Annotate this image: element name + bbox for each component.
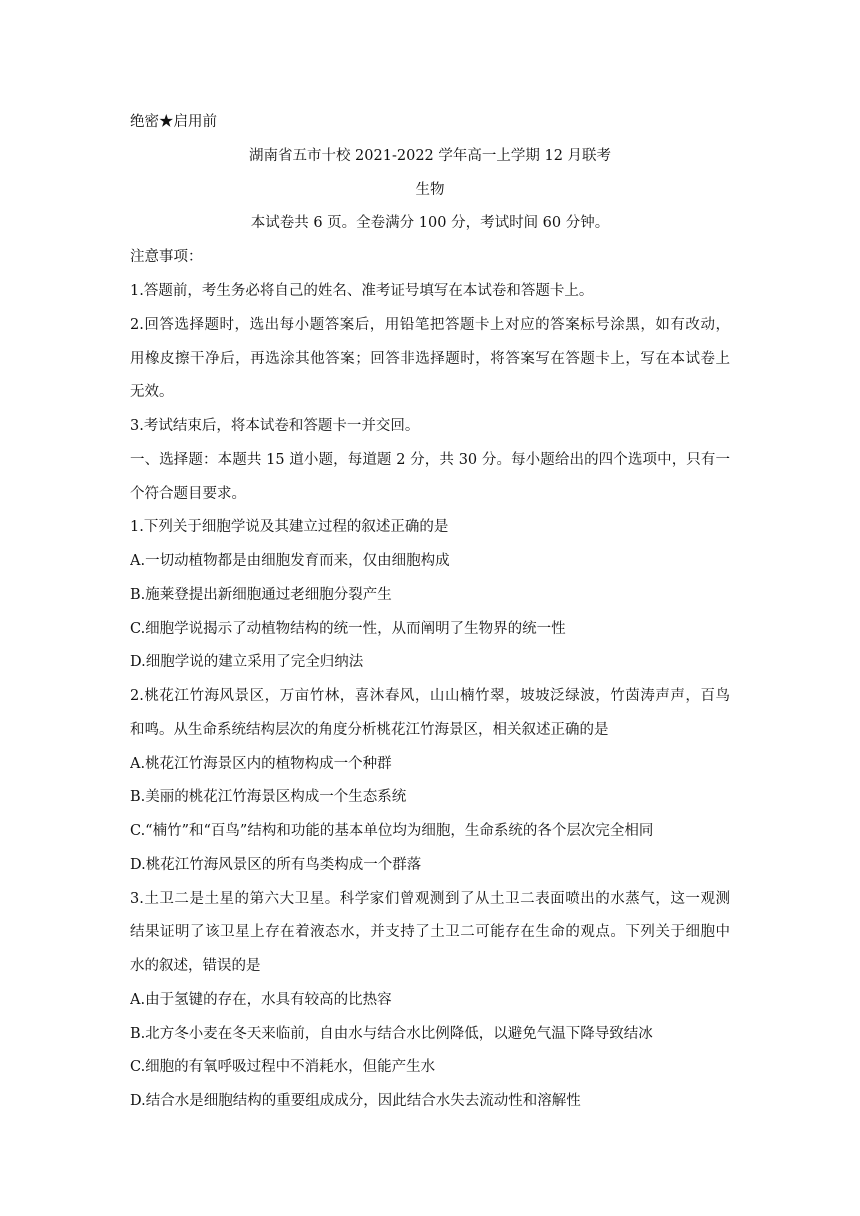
question-3-option-c: C.细胞的有氧呼吸过程中不消耗水，但能产生水 — [130, 1059, 436, 1075]
secret-mark: 绝密★启用前 — [130, 114, 217, 130]
question-3-stem-line-1: 3.土卫二是土星的第六大卫星。科学家们曾观测到了从土卫二表面喷出的水蒸气，这一观测 — [130, 891, 730, 907]
note-item-2-line-2: 用橡皮擦干净后，再选涂其他答案；回答非选择题时，将答案写在答题卡上，写在本试卷上 — [130, 351, 730, 367]
question-2-stem-line-2: 和鸣。从生命系统结构层次的角度分析桃花江竹海景区，相关叙述正确的是 — [130, 722, 609, 738]
question-1-option-a: A.一切动植物都是由细胞发育而来，仅由细胞构成 — [130, 553, 450, 569]
question-3-option-b: B.北方冬小麦在冬天来临前，自由水与结合水比例降低，以避免气温下降导致结冰 — [130, 1026, 653, 1042]
question-1-option-d: D.细胞学说的建立采用了完全归纳法 — [130, 654, 364, 670]
section-intro-line-2: 个符合题目要求。 — [130, 486, 246, 502]
question-2-option-c: C.“楠竹”和“百鸟”结构和功能的基本单位均为细胞，生命系统的各个层次完全相同 — [130, 823, 654, 839]
question-3-stem-line-3: 水的叙述，错误的是 — [130, 958, 261, 974]
exam-info: 本试卷共 6 页。全卷满分 100 分，考试时间 60 分钟。 — [250, 215, 610, 231]
question-3-option-d: D.结合水是细胞结构的重要组成成分，因此结合水失去流动性和溶解性 — [130, 1093, 581, 1109]
question-1-option-b: B.施莱登提出新细胞通过老细胞分裂产生 — [130, 587, 392, 603]
question-1-stem: 1.下列关于细胞学说及其建立过程的叙述正确的是 — [130, 519, 449, 535]
notes-heading: 注意事项： — [130, 249, 203, 265]
question-2-option-b: B.美丽的桃花江竹海景区构成一个生态系统 — [130, 789, 407, 805]
question-2-option-d: D.桃花江竹海风景区的所有鸟类构成一个群落 — [130, 857, 422, 873]
note-item-1: 1.答题前，考生务必将自己的姓名、准考证号填写在本试卷和答题卡上。 — [130, 283, 594, 299]
exam-title: 湖南省五市十校 2021-2022 学年高一上学期 12 月联考 — [248, 148, 612, 164]
question-3-stem-line-2: 结果证明了该卫星上存在着液态水，并支持了土卫二可能存在生命的观点。下列关于细胞中 — [130, 924, 730, 940]
question-1-option-c: C.细胞学说揭示了动植物结构的统一性，从而阐明了生物界的统一性 — [130, 621, 566, 637]
question-3-option-a: A.由于氢键的存在，水具有较高的比热容 — [130, 992, 392, 1008]
note-item-2-line-1: 2.回答选择题时，选出每小题答案后，用铅笔把答题卡上对应的答案标号涂黑，如有改动， — [130, 317, 730, 333]
subject-title: 生物 — [415, 182, 445, 198]
question-2-option-a: A.桃花江竹海景区内的植物构成一个种群 — [130, 756, 392, 772]
note-item-3: 3.考试结束后，将本试卷和答题卡一并交回。 — [130, 418, 420, 434]
section-intro-line-1: 一、选择题：本题共 15 道小题，每道题 2 分，共 30 分。每小题给出的四个选项中，只有一 — [130, 452, 730, 468]
note-item-2-line-3: 无效。 — [130, 384, 174, 400]
question-2-stem-line-1: 2.桃花江竹海风景区，万亩竹林，喜沐春风，山山楠竹翠，坡坡泛绿波，竹茵涛声声，百鸟 — [130, 688, 730, 704]
